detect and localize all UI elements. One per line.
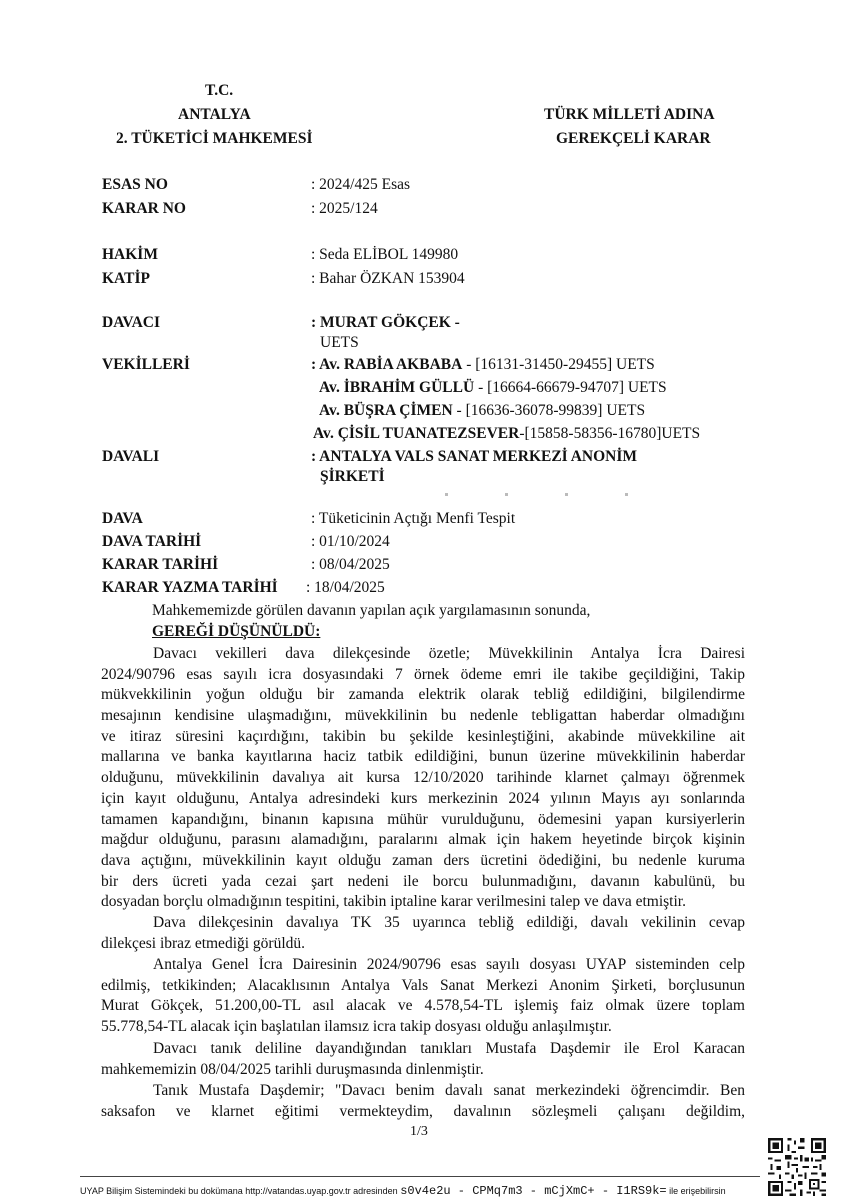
esas-value: : 2024/425 Esas (311, 176, 411, 193)
p3-line: Murat Gökçek, 51.200,00-TL asıl alacak ve 4.578,54-TL işlemiş faiz olmak üzere toplam (101, 997, 745, 1015)
footer-prefix: UYAP Bilişim Sistemindeki bu dokümana http://vatandas.uyap.gov.tr adresinden (80, 1186, 398, 1196)
intro-text: Mahkememizde görülen davanın yapılan açık yargılamasının sonunda, (152, 602, 591, 619)
katip-label: KATİP (102, 270, 150, 287)
p4-line: Davacı tanık deliline dayandığından tanıkları Mustafa Daşdemir ile Erol Karacan (153, 1040, 745, 1057)
vekil-2: Av. İBRAHİM GÜLLÜ - [16664-66679-94707] UETS (319, 379, 667, 396)
karar-tarihi-label: KARAR TARİHİ (102, 556, 219, 573)
faded-line (445, 493, 665, 496)
p3-line: 55.778,54-TL alacak için başlatılan ilamsız icra takip dosyası olduğu anlaşılmıştır. (101, 1018, 612, 1036)
p1-line: mesajının kendisine ulaşmadığını, müvekkilinin bu nedenle tebligattan haberdar olmadığını (101, 707, 745, 725)
dava-value: : Tüketicinin Açtığı Menfi Tespit (311, 510, 516, 527)
dava-tarihi-value: : 01/10/2024 (311, 533, 390, 550)
p1-line: Davacı vekilleri dava dilekçesinde özetle; Müvekkilinin Antalya İcra Dairesi (153, 645, 745, 662)
p1-line: olduğunu, müvekkilinin davalıya ait kursa 12/10/2020 tarihinde klarnet çalmayı öğrenmek (101, 769, 745, 787)
karar-label: KARAR NO (102, 200, 186, 217)
davaci-uets: UETS (320, 334, 359, 351)
yazma-tarihi-label: KARAR YAZMA TARİHİ (102, 579, 278, 596)
p4-line: mahkememizin 08/04/2025 tarihli duruşmasında dinlenmiştir. (101, 1060, 484, 1078)
yazma-tarihi-value: : 18/04/2025 (306, 579, 385, 596)
p1-line: mağdur olduğunu, parasını alamadığını, paralarını almak için hakem heyetinde birçok kişinin (101, 831, 745, 849)
p3-line: edilmiş, tetkikinden; Alacaklısının Antalya Vals Sanat Merkezi Anonim Şirketi, borçlusunun (101, 976, 745, 994)
p1-line: mükvekkilinin yoğun olduğu bir zamanda elektrik olarak tebliğ edildiğini, bilgilendirme (101, 686, 745, 704)
page-number: 1/3 (410, 1124, 428, 1139)
karar-value: : 2025/124 (311, 200, 378, 217)
davaci-label: DAVACI (102, 314, 161, 331)
p3-line: Antalya Genel İcra Dairesinin 2024/90796 esas sayılı dosyası UYAP sisteminden celp (153, 956, 745, 973)
p1-line: 2024/90796 esas sayılı icra dosyasındaki 7 örnek ödeme emri ile takibe geçildiğini, Takip (101, 665, 745, 683)
footer-access-code: s0v4e2u - CPMq7m3 - mCjXmC+ - I1RS9k= (400, 1184, 667, 1198)
p1-line: mallarına ve banka kayıtlarına haciz tatbik edildiğini, bunun üzerine müvekkilinin haberdar (101, 748, 745, 766)
p1-line: tamamen kapandığını, binanın kapısına mühür vurulduğunu, ödemesini yapan kursiyerlerin (101, 810, 745, 828)
p1-line: dosyadan borçlu olmadığının tespitini, takibin iptaline karar verilmesini talep ve dava etmiştir. (101, 893, 686, 911)
esas-label: ESAS NO (102, 176, 168, 193)
paragraph-2 (101, 913, 745, 954)
davali-value-2: ŞİRKETİ (320, 468, 385, 485)
vekil-1: : Av. RABİA AKBABA - [16131-31450-29455] UETS (311, 356, 655, 373)
hakim-label: HAKİM (102, 246, 158, 263)
header-city: ANTALYA (178, 106, 251, 123)
hakim-value: : Seda ELİBOL 149980 (311, 246, 459, 263)
dava-tarihi-label: DAVA TARİHİ (102, 533, 202, 550)
paragraph-3 (101, 955, 745, 1038)
p1-line: ve itiraz süresini kaçırdığını, takibin bu şekilde kesinleştiğini, akabinde müvekkiline ait (101, 727, 745, 745)
dava-label: DAVA (102, 510, 143, 527)
header-nation: TÜRK MİLLETİ ADINA (544, 106, 715, 123)
vekiller-label: VEKİLLERİ (102, 356, 190, 373)
footer-divider (80, 1176, 760, 1177)
header-decision-type: GEREKÇELİ KARAR (556, 130, 711, 147)
qr-code-icon (766, 1136, 828, 1198)
p5-line: Tanık Mustafa Daşdemir; "Davacı benim davalı sanat merkezindeki öğrencimdir. Ben (153, 1082, 745, 1099)
karar-tarihi-value: : 08/04/2025 (311, 556, 390, 573)
p5-line: saksafon ve klarnet eğitimi vermekteydim, davalının sözleşmeli çalışanı değildim, (101, 1102, 745, 1120)
davali-value: : ANTALYA VALS SANAT MERKEZİ ANONİM (311, 448, 638, 465)
paragraph-1 (101, 644, 745, 913)
p1-line: dava açtığını, müvekkilinin kayıt olduğu zaman ders ücretini ödediğini, bu nedenle kuruma (101, 851, 745, 869)
vekil-3: Av. BÜŞRA ÇİMEN - [16636-36078-99839] UETS (319, 402, 646, 419)
p1-line: için kayıt olduğunu, Antalya adresindeki kurs merkezinin 2024 yılının Mayıs ayı sonlarında (101, 789, 745, 807)
paragraph-4 (101, 1039, 745, 1080)
p1-line: bir ders ücreti yada cezai şart nedeni ile borcu bulunmadığını, davanın kabulünü, bu (101, 872, 745, 890)
davaci-value: : MURAT GÖKÇEK - (311, 314, 460, 331)
footer-text (80, 1184, 726, 1198)
p2-line: dilekçesi ibraz etmediği görüldü. (101, 934, 306, 952)
vekil-4: Av. ÇİSİL TUANATEZSEVER-[15858-58356-16780]UETS (313, 425, 701, 442)
section-heading: GEREĞİ DÜŞÜNÜLDÜ: (152, 623, 321, 640)
paragraph-5 (101, 1081, 745, 1122)
header-court: 2. TÜKETİCİ MAHKEMESİ (116, 130, 313, 147)
katip-value: : Bahar ÖZKAN 153904 (311, 270, 465, 287)
davali-label: DAVALI (102, 448, 160, 465)
p2-line: Dava dilekçesinin davalıya TK 35 uyarınca tebliğ edildiği, davalı vekilinin cevap (153, 914, 745, 931)
footer-suffix: ile erişebilirsin (669, 1186, 726, 1196)
header-tc: T.C. (205, 82, 234, 99)
